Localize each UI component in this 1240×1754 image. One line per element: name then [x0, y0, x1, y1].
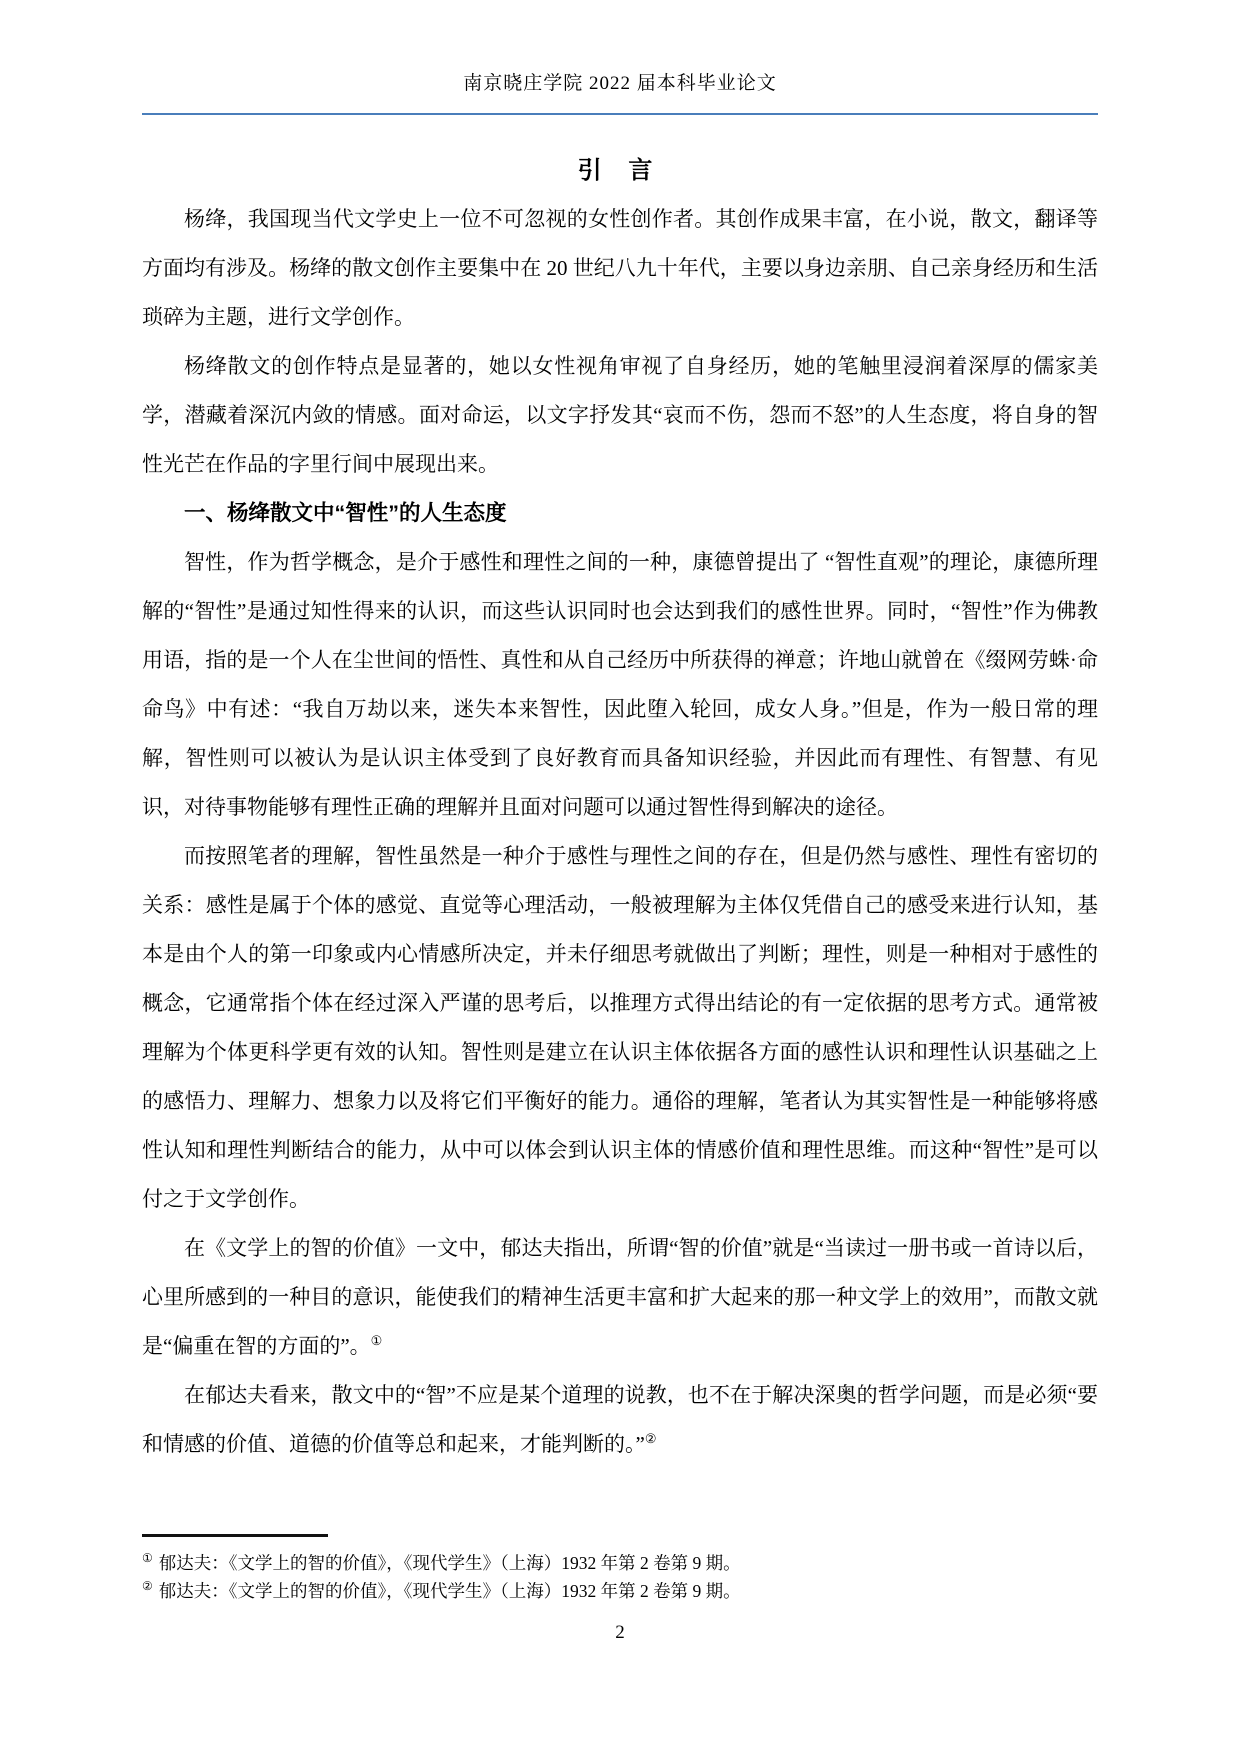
document-body: [142, 146, 1098, 1469]
footnote-marker-2: ②: [142, 1579, 153, 1594]
header-rule: [142, 113, 1098, 115]
paragraph-text: 在郁达夫看来，散文中的“智”不应是某个道理的说教，也不在于解决深奥的哲学问题，而是必须“要和情感的价值、道德的价值等总和起来，才能判断的。”: [142, 1383, 1098, 1456]
footnote-item: [142, 1549, 1098, 1577]
paragraph-text: 杨绛，我国现当代文学史上一位不可忽视的女性创作者。其创作成果丰富，在小说，散文，翻译等方面均有涉及。杨绛的散文创作主要集中在 20 世纪八九十年代，主要以身边亲朋、自己亲身经历和生活琐碎为主题，进行文学创作。: [142, 207, 1098, 329]
paragraph-text: 智性，作为哲学概念，是介于感性和理性之间的一种，康德曾提出了 “智性直观”的理论，康德所理解的“智性”是通过知性得来的认识，而这些认识同时也会达到我们的感性世界。同时，“智性”作为佛教用语，指的是一个人在尘世间的悟性、真性和从自己经历中所获得的禅意；许地山就曾在《缀网劳蛛·命命鸟》中有述：“我自万劫以来，迷失本来智性，因此堕入轮回，成女人身。”但是，作为一般日常的理解，智性则可以被认为是认识主体受到了良好教育而具备知识经验，并因此而有理性、有智慧、有见识，对待事物能够有理性正确的理解并且面对问题可以通过智性得到解决的途径。: [142, 550, 1098, 819]
paragraph: [142, 1224, 1098, 1371]
running-header: 南京晓庄学院 2022 届本科毕业论文: [463, 73, 777, 94]
footnote-reference-2: ②: [644, 1431, 657, 1446]
paragraph: [142, 1371, 1098, 1469]
paragraph-text: 在《文学上的智的价值》一文中，郁达夫指出，所谓“智的价值”就是“当读过一册书或一首诗以后，心里所感到的一种目的意识，能使我们的精神生活更丰富和扩大起来的那一种文学上的效用”，而散文就是“偏重在智的方面的”。: [142, 1236, 1098, 1358]
footnote-text-2: 郁达夫：《文学上的智的价值》，《现代学生》（上海）1932 年第 2 卷第 9 期。: [158, 1581, 741, 1601]
footnote-area: [142, 1534, 1098, 1605]
paragraph: [142, 538, 1098, 832]
paragraph: [142, 832, 1098, 1224]
footnote-reference-1: ①: [370, 1333, 383, 1348]
section-heading: 一、杨绛散文中“智性”的人生态度: [184, 501, 507, 525]
footnote-marker-1: ①: [142, 1551, 153, 1566]
paragraph: [142, 195, 1098, 342]
paragraph: [142, 342, 1098, 489]
footnote-text-1: 郁达夫：《文学上的智的价值》，《现代学生》（上海）1932 年第 2 卷第 9 期。: [158, 1553, 741, 1573]
footnote-separator: [142, 1534, 328, 1537]
page-title: 引 言: [577, 157, 663, 184]
paragraph-text: 杨绛散文的创作特点是显著的，她以女性视角审视了自身经历，她的笔触里浸润着深厚的儒家美学，潜藏着深沉内敛的情感。面对命运，以文字抒发其“哀而不伤，怨而不怒”的人生态度，将自身的智性光芒在作品的字里行间中展现出来。: [142, 354, 1098, 476]
footnote-item: [142, 1577, 1098, 1605]
paragraph-text: 而按照笔者的理解，智性虽然是一种介于感性与理性之间的存在，但是仍然与感性、理性有密切的关系：感性是属于个体的感觉、直觉等心理活动，一般被理解为主体仅凭借自己的感受来进行认知，基本是由个人的第一印象或内心情感所决定，并未仔细思考就做出了判断；理性，则是一种相对于感性的概念，它通常指个体在经过深入严谨的思考后，以推理方式得出结论的有一定依据的思考方式。通常被理解为个体更科学更有效的认知。智性则是建立在认识主体依据各方面的感性认识和理性认识基础之上的感悟力、理解力、想象力以及将它们平衡好的能力。通俗的理解，笔者认为其实智性是一种能够将感性认知和理性判断结合的能力，从中可以体会到认识主体的情感价值和理性思维。而这种“智性”是可以付之于文学创作。: [142, 844, 1098, 1211]
page-number: 2: [615, 1622, 625, 1643]
